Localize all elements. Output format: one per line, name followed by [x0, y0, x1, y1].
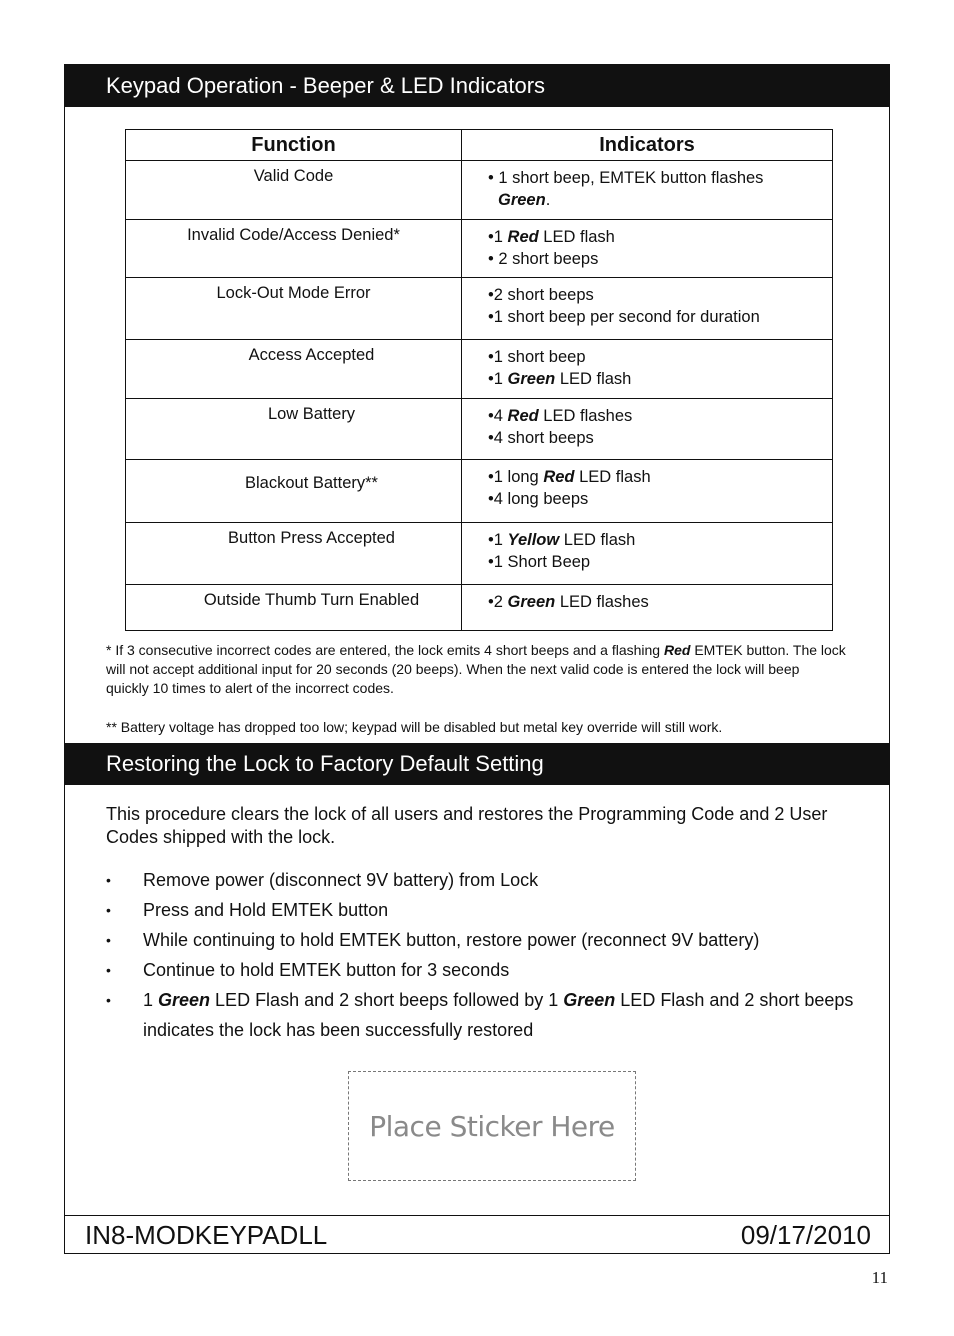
section-title-keypad-operation: Keypad Operation - Beeper & LED Indicators — [65, 65, 889, 107]
bullet-icon: • — [106, 962, 111, 978]
indicators-cell — [462, 278, 833, 340]
table-row — [126, 460, 833, 523]
emphasis-color-word: Green — [498, 191, 546, 209]
indicator-line: •1 short beep per second for duration — [488, 308, 760, 326]
indicator-line: •2 Green LED flashes — [488, 593, 649, 611]
table-header-row — [126, 130, 833, 161]
reset-intro: This procedure clears the lock of all users and restores the Programming Code and 2 User Codes shipped with the lock. — [106, 804, 828, 847]
indicator-line: •4 short beeps — [488, 429, 594, 447]
indicators-cell — [462, 220, 833, 278]
indicator-line: •2 short beeps — [488, 286, 594, 304]
table-row — [126, 585, 833, 631]
emphasis-color-word: Red — [663, 642, 691, 658]
sticker-label: Place Sticker Here — [369, 1109, 615, 1143]
bullet-icon: • — [106, 992, 111, 1008]
indicator-line: •1 long Red LED flash — [488, 468, 651, 486]
footnotes — [106, 641, 846, 737]
reset-steps-list — [106, 865, 866, 1045]
emphasis-color-word: Green — [158, 990, 211, 1010]
section-title-factory-reset: Restoring the Lock to Factory Default Setting — [65, 743, 889, 785]
footer-divider — [65, 1215, 889, 1216]
indicator-line: •1 Short Beep — [488, 553, 591, 571]
indicators-cell — [462, 585, 833, 631]
page-frame — [64, 64, 890, 1254]
table-row — [126, 161, 833, 220]
table-row — [126, 278, 833, 340]
emphasis-color-word: Yellow — [507, 531, 560, 549]
emphasis-color-word: Green — [507, 370, 556, 388]
function-cell: Valid Code — [126, 161, 462, 220]
bullet-icon: • — [106, 872, 111, 888]
column-header-indicators: Indicators — [462, 130, 833, 161]
indicator-line: •1 Green LED flash — [488, 370, 632, 388]
function-cell: Blackout Battery** — [126, 460, 462, 523]
table-row — [126, 399, 833, 460]
function-cell: Button Press Accepted — [126, 523, 462, 585]
indicator-table — [125, 129, 833, 631]
footnote-invalid-code: * If 3 consecutive incorrect codes are entered, the lock emits 4 short beeps and a flashing Red EMTEK button. The lock will not accept additional input for 20 seconds (20 beeps). When the next valid code is entered the lock will beep quickly 10 times to alert of the incorrect codes. — [106, 642, 846, 696]
list-item: • Continue to hold EMTEK button for 3 seconds — [106, 955, 866, 985]
emphasis-color-word: Red — [507, 407, 539, 425]
list-item: • 1 Green LED Flash and 2 short beeps followed by 1 Green LED Flash and 2 short beeps indicates the lock has been successfully restored — [106, 985, 866, 1045]
indicator-line: •4 long beeps — [488, 490, 589, 508]
indicators-cell — [462, 460, 833, 523]
list-item: • While continuing to hold EMTEK button, restore power (reconnect 9V battery) — [106, 925, 866, 955]
indicator-line: • 1 short beep, EMTEK button flashes — [488, 169, 764, 187]
document-date: 09/17/2010 — [740, 1220, 871, 1250]
table-row — [126, 523, 833, 585]
table-body — [126, 161, 833, 631]
function-cell: Low Battery — [126, 399, 462, 460]
indicator-line: •4 Red LED flashes — [488, 407, 633, 425]
indicator-line: Green. — [498, 191, 551, 209]
table-row — [126, 220, 833, 278]
footnote-blackout-battery: ** Battery voltage has dropped too low; keypad will be disabled but metal key override will still work. — [106, 719, 723, 735]
column-header-function: Function — [126, 130, 462, 161]
indicators-cell — [462, 399, 833, 460]
function-cell: Access Accepted — [126, 340, 462, 399]
function-cell: Lock-Out Mode Error — [126, 278, 462, 340]
bullet-icon: • — [106, 932, 111, 948]
function-cell: Invalid Code/Access Denied* — [126, 220, 462, 278]
indicators-cell — [462, 523, 833, 585]
emphasis-color-word: Red — [507, 228, 539, 246]
page-number: 11 — [871, 1268, 888, 1287]
sticker-placeholder — [348, 1071, 636, 1181]
bullet-icon: • — [106, 902, 111, 918]
indicator-line: •1 Red LED flash — [488, 228, 615, 246]
indicator-line: •1 Yellow LED flash — [488, 531, 636, 549]
indicator-line: • 2 short beeps — [488, 250, 599, 268]
table-row — [126, 340, 833, 399]
indicators-cell — [462, 340, 833, 399]
list-item: • Remove power (disconnect 9V battery) from Lock — [106, 865, 866, 895]
emphasis-color-word: Red — [543, 468, 575, 486]
indicator-line: •1 short beep — [488, 348, 586, 366]
emphasis-color-word: Green — [563, 990, 616, 1010]
list-item: • Press and Hold EMTEK button — [106, 895, 866, 925]
indicators-cell — [462, 161, 833, 220]
function-cell: Outside Thumb Turn Enabled — [126, 585, 462, 631]
emphasis-color-word: Green — [507, 593, 556, 611]
model-number: IN8-MODKEYPADLL — [85, 1220, 328, 1250]
